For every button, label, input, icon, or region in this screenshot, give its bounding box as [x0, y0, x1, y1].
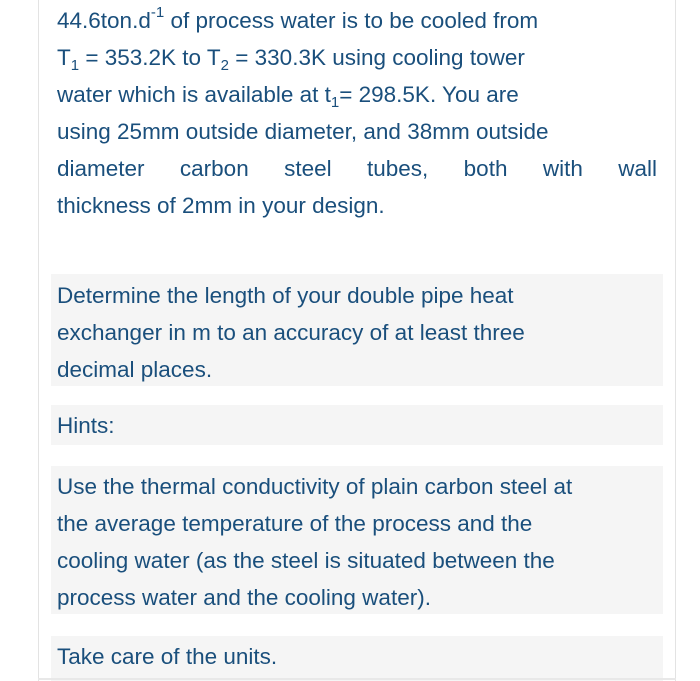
problem-statement: [51, 0, 663, 240]
statement-line-5: diameter carbon steel tubes, both with wall: [57, 156, 657, 181]
statement-line-4: using 25mm outside diameter, and 38mm outside: [57, 119, 549, 144]
t1-symbol: T: [57, 45, 71, 70]
statement-line-1: [57, 2, 657, 39]
flow-rate-exponent: -1: [150, 4, 165, 21]
hints-label: Hints:: [57, 413, 115, 438]
statement-line-3: [57, 76, 657, 113]
bottom-divider: [38, 678, 676, 680]
hint-line-2: the average temperature of the process and the: [57, 511, 533, 536]
determine-line-1: Determine the length of your double pipe heat: [57, 283, 514, 308]
units-hint: [51, 636, 663, 681]
statement-text: = 298.5K. You are: [339, 82, 519, 107]
statement-text: of process water is to be cooled from: [164, 8, 539, 33]
question-card: [38, 0, 676, 681]
hint-line-4: process water and the cooling water).: [57, 585, 431, 610]
determine-task: [51, 274, 663, 386]
hints-heading: [51, 405, 663, 445]
t1-value: = 353.2K to: [79, 45, 207, 70]
units-note: Take care of the units.: [57, 644, 278, 669]
hint-line-3: cooling water (as the steel is situated between the: [57, 548, 555, 573]
determine-line-3: decimal places.: [57, 357, 213, 382]
statement-line-6: thickness of 2mm in your design.: [57, 193, 385, 218]
t2-value: = 330.3K using cooling tower: [229, 45, 525, 70]
statement-text: water which is available at t: [57, 82, 331, 107]
t1-subscript: 1: [70, 57, 80, 74]
t2-subscript: 2: [220, 57, 230, 74]
flow-rate: 44.6ton.d: [57, 8, 151, 33]
determine-line-2: exchanger in m to an accuracy of at least three: [57, 320, 525, 345]
t1-cooling-subscript: 1: [330, 94, 340, 111]
t2-symbol: T: [206, 45, 221, 70]
hint-line-1: Use the thermal conductivity of plain carbon steel at: [57, 474, 573, 499]
conductivity-hint: [51, 466, 663, 614]
statement-line-2: [57, 39, 657, 76]
